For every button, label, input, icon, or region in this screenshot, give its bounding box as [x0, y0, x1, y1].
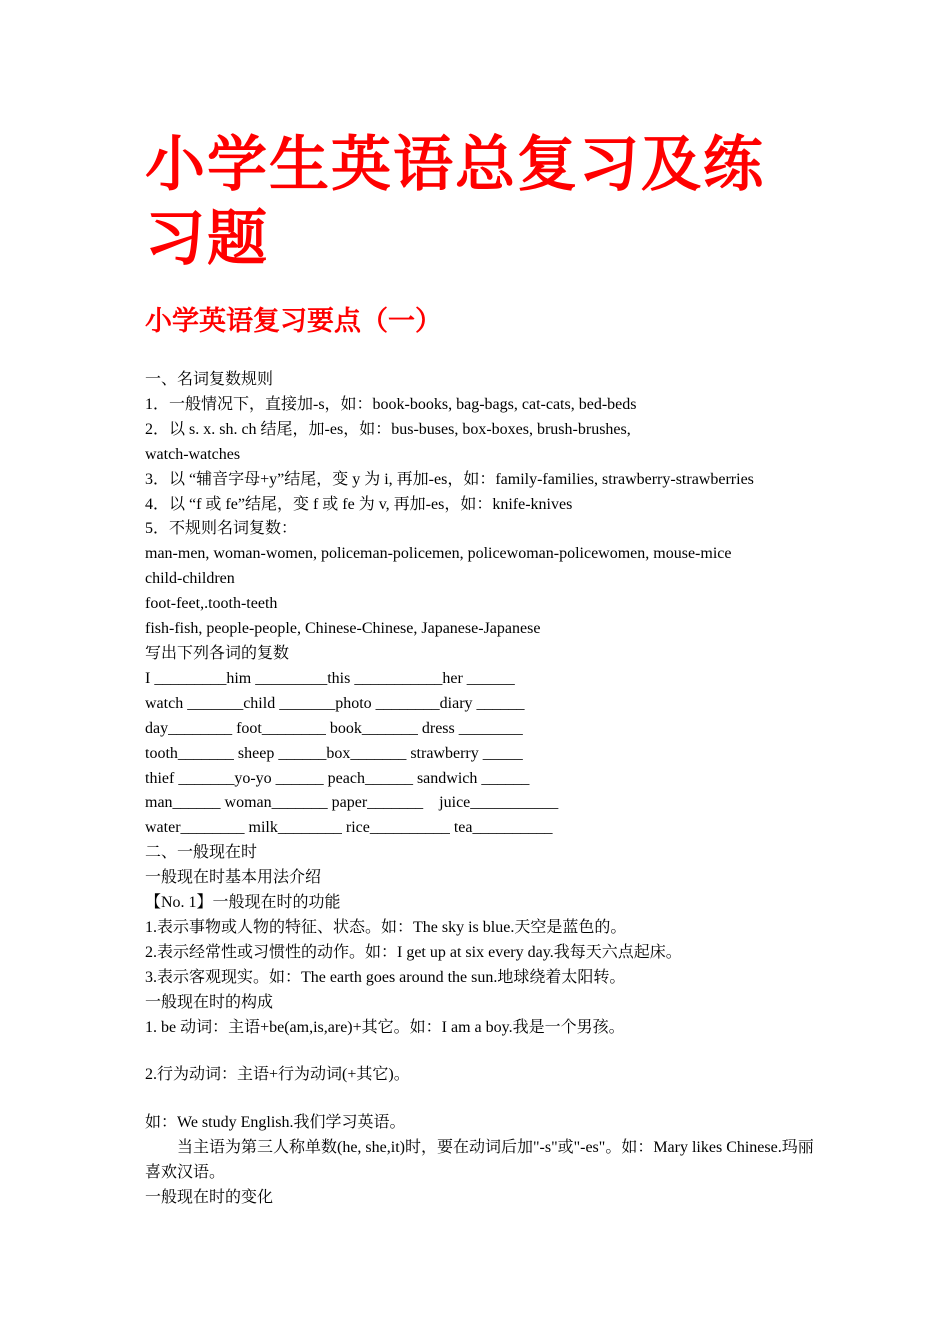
document-title: 小学生英语总复习及练习题 — [145, 130, 765, 274]
heading-noun-plural: 一、名词复数规则 — [145, 371, 274, 388]
spacer — [145, 1088, 815, 1111]
exercise-row: tooth_______ sheep ______box_______ strawberry _____ — [145, 744, 523, 762]
rule-4: 4．以 “f 或 fe”结尾，变 f 或 fe 为 v, 再加-es，如：knife-knives — [145, 495, 573, 513]
exercise-row: watch _______child _______photo ________diary ______ — [145, 694, 525, 712]
third-person-note: 当主语为第三人称单数(he, she,it)时，要在动词后加"-s"或"-es"。如：Mary likes Chinese.玛丽喜欢汉语。 — [145, 1139, 814, 1182]
subheading-no1: 【No. 1】一般现在时的功能 — [145, 894, 341, 912]
section-heading: 小学英语复习要点（一） — [145, 306, 442, 337]
document-body — [145, 368, 815, 1211]
rule-2-cont: watch-watches — [145, 445, 241, 463]
spacer — [145, 1040, 815, 1063]
subheading-usage: 一般现在时基本用法介绍 — [145, 869, 322, 887]
exercise-row: man______ woman_______ paper_______ juice___________ — [145, 794, 559, 812]
structure-be: 1. be 动词：主语+be(am,is,are)+其它。如：I am a boy.我是一个男孩。 — [145, 1018, 625, 1036]
irregular-list-1: man-men, woman-women, policeman-policemen, policewoman-policewomen, mouse-mice — [145, 545, 732, 563]
rule-1: 1．一般情况下，直接加-s，如：book-books, bag-bags, cat-cats, bed-beds — [145, 395, 637, 413]
exercise-row: I _________him _________this ___________her ______ — [145, 669, 515, 687]
subheading-structure: 一般现在时的构成 — [145, 993, 274, 1011]
exercise-row: thief _______yo-yo ______ peach______ sandwich ______ — [145, 769, 530, 787]
rule-3: 3．以 “辅音字母+y”结尾，变 y 为 i, 再加-es，如：family-families, strawberry-strawberries — [145, 470, 754, 488]
structure-verb: 2.行为动词：主语+行为动词(+其它)。 — [145, 1066, 410, 1084]
subheading-changes: 一般现在时的变化 — [145, 1189, 274, 1207]
rule-2: 2．以 s. x. sh. ch 结尾，加-es，如：bus-buses, box-boxes, brush-brushes, — [145, 420, 631, 438]
usage-2: 2.表示经常性或习惯性的动作。如：I get up at six every day.我每天六点起床。 — [145, 943, 682, 961]
exercise-row: water________ milk________ rice__________ tea__________ — [145, 819, 553, 837]
exercise-heading: 写出下列各词的复数 — [145, 644, 290, 662]
exercise-row: day________ foot________ book_______ dress ________ — [145, 719, 523, 737]
irregular-list-3: foot-feet,.tooth-teeth — [145, 595, 278, 613]
example-study: 如：We study English.我们学习英语。 — [145, 1114, 406, 1132]
irregular-list-4: fish-fish, people-people, Chinese-Chinese, Japanese-Japanese — [145, 620, 541, 638]
usage-3: 3.表示客观现实。如：The earth goes around the sun.地球绕着太阳转。 — [145, 968, 626, 986]
usage-1: 1.表示事物或人物的特征、状态。如：The sky is blue.天空是蓝色的。 — [145, 918, 627, 936]
heading-present-tense: 二、一般现在时 — [145, 844, 258, 862]
rule-5: 5．不规则名词复数： — [145, 520, 298, 538]
irregular-list-2: child-children — [145, 570, 235, 588]
